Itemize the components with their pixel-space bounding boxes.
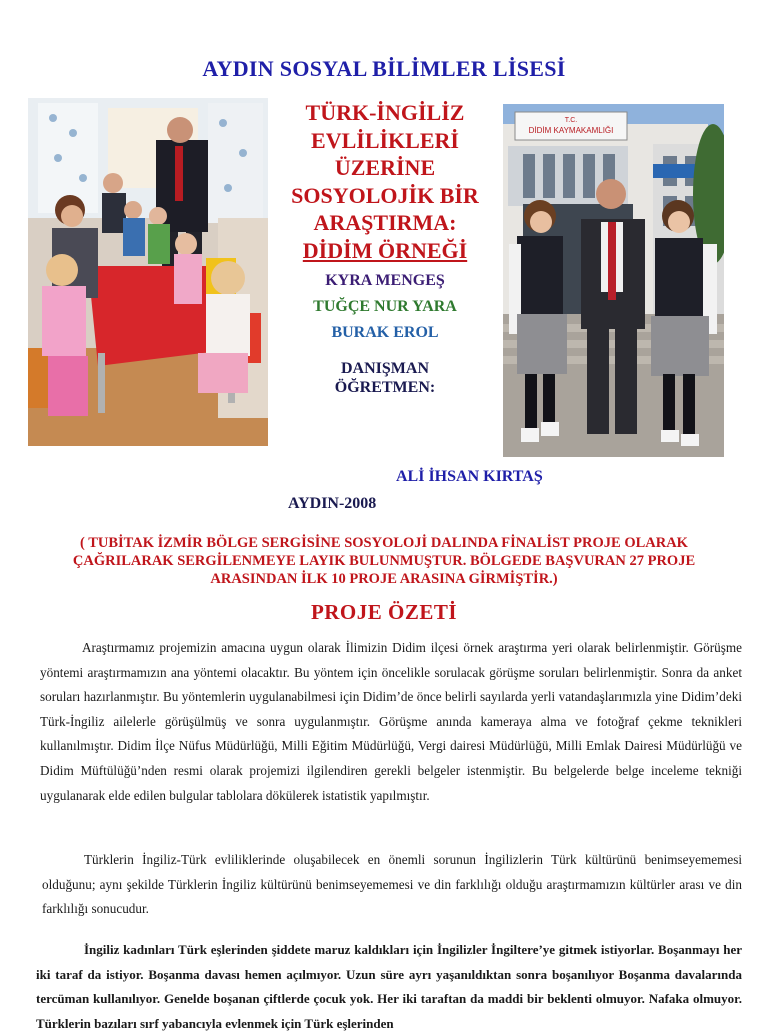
- summary-heading: PROJE ÖZETİ: [310, 600, 458, 624]
- advisor-label-line: ÖĞRETMEN:: [334, 379, 436, 396]
- summary-paragraph: İngiliz kadınları Türk eşlerinden şiddete maruz kaldıkları için İngilizler İngiltere’ye gitmek istiyorlar. Boşanmayı her iki taraf da istiyor. Boşanma davası hemen açılmıyor. Uzun süre ayrı yaşanıldıktan sonra boşanılıyor Boşanma davalarında tercüman kullanılıyor. Genelde boşanan çiftlerde çocuk yok. Her iki taraftan da maddi bir beklenti olmuyor. Nafaka olmuyor. Türklerin bazıları sırf yabancıyla evlenmek için Türk eşlerinden: [36, 942, 742, 1031]
- summary-paragraph: Araştırmamız projemizin amacına uygun olarak İlimizin Didim ilçesi örnek araştırma yeri olarak belirlenmiştir. Görüşme yöntemi araştırmamızın ana yöntemi olacaktır. Bu yöntem için öncelikle sorulacak görüşme soruları belirlenmiştir. Sonra da anket soruları hazırlanmıştır. Bu yöntemlerin uygulanabilmesi için Didim’de önce belirli sayılarda yerli vatandaşlarımızla yine Didim’deki Türk-İngiliz ailelerle görüşülmüş ve sonra uygulanmıştır. Görüşme anında kameraya alma ve fotoğraf çekme teknikleri kullanılmıştır. Didim İlçe Nüfus Müdürlüğü, Milli Eğitim Müdürlüğü, Vergi dairesi Müdürlüğü, Milli Emlak Dairesi Müdürlüğü ve Didim Müftülüğü’nden resmi olarak projemizi ilgilendiren gerekli belgeler istenmiştir. Bu belgelerde belge inceleme tekniği uygulanarak elde edilen bulgular tablolara dökülerek istatistik yapılmıştır.: [40, 640, 742, 803]
- city-year: AYDIN-2008: [288, 495, 377, 512]
- school-title: AYDIN SOSYAL BİLİMLER LİSESİ: [202, 56, 566, 81]
- tubitak-note: ( TUBİTAK İZMİR BÖLGE SERGİSİNE SOSYOLOJİ DALINDA FİNALİST PROJE OLARAK ÇAĞRILARAK SERGİLENMEYE LAYIK BULUNMUŞTUR. BÖLGEDE BAŞVURAN 27 PROJE ARASINDAN İLK 10 PROJE ARASINA GİRMİŞTİR.): [72, 535, 696, 587]
- advisor-name: ALİ İHSAN KIRTAŞ: [396, 468, 543, 485]
- project-title-line: DİDİM ÖRNEĞİ: [302, 237, 468, 263]
- project-title-line: ÜZERİNE: [334, 155, 436, 180]
- building-photo: [503, 104, 724, 457]
- project-title-line: ARAŞTIRMA:: [313, 210, 457, 235]
- sign-text: T.C.: [564, 117, 578, 124]
- author-name: BURAK EROL: [331, 324, 439, 341]
- author-name: TUĞÇE NUR YARA: [313, 298, 457, 315]
- summary-paragraph: Türklerin İngiliz-Türk evliliklerinde oluşabilecek en önemli sorunun İngilizlerin Türk kültürünü benimseyememesi olduğunu; aynı şekilde Türklerin İngiliz kültürünü benimseyememesi ve din farklılığı olduğu araştırmamızın kültürler arası ve din farklılığı sonucudur.: [42, 852, 742, 917]
- advisor-label-line: DANIŞMAN: [341, 360, 429, 377]
- classroom-photo: [28, 98, 268, 446]
- author-name: KYRA MENGEŞ: [325, 272, 445, 289]
- advisor-label: [278, 359, 492, 397]
- project-title-line: SOSYOLOJİK BİR: [291, 182, 479, 208]
- project-title-line: EVLİLİKLERİ: [311, 127, 459, 153]
- sign-text: DİDİM KAYMAKAMLIĞI: [528, 126, 614, 135]
- project-title-line: TÜRK-İNGİLİZ: [305, 100, 465, 125]
- project-title: [278, 99, 492, 264]
